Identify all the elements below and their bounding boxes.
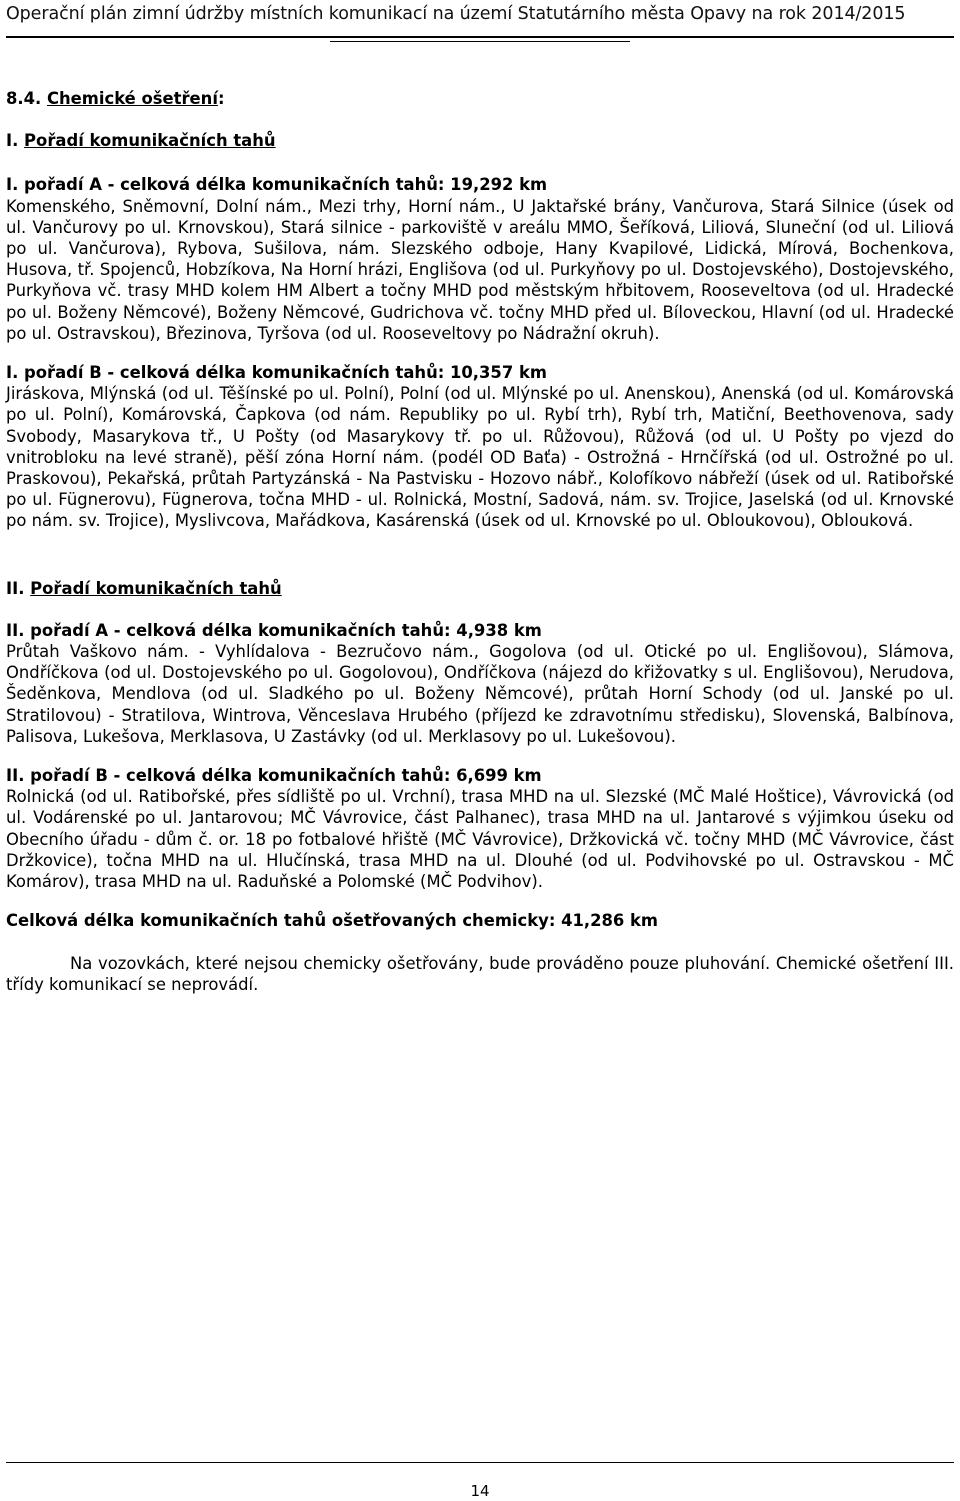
page-number: 14 — [470, 1482, 490, 1500]
part-1b-heading: I. pořadí B - celková délka komunikačních tahů: 10,357 km — [6, 363, 547, 383]
part-1-title: Pořadí komunikačních tahů — [24, 131, 276, 151]
document-body — [6, 88, 954, 995]
part-1-heading — [6, 130, 954, 151]
part-1b-text: Jiráskova, Mlýnská (od ul. Těšínské po ul. Polní), Polní (od ul. Mlýnské po ul. Anenskou), Anenská (od ul. Komárovská po ul. Polní), Komárovská, Čapkova (od nám. Republiky po ul. Rybí trh), Rybí trh, Matiční, Beethovenova, sady Svobody, Masarykova tř., U Pošty (od Masarykovy tř. po ul. Růžovou), Růžová (od ul. U Pošty po vjezd do vnitrobloku na levé straně), pěší zóna Horní nám. (podél OD Baťa) - Ostrožná - Hrnčířská (od ul. Ostrožné po ul. Praskovou), Pekařská, průtah Partyzánská - Na Pastvisku - Hozovo nábř., Kolofíkovo nábřeží (úsek od ul. Ratibořské po ul. Fügnerovu), Fügnerova, točna MHD - ul. Rolnická, Mostní, Sadová, nám. sv. Trojice, Jaselská (od ul. Krnovské po nám. sv. Trojice), Myslivcova, Mařádkova, Kasárenská (úsek od ul. Krnovské po ul. Obloukovou), Oblouková. — [6, 384, 954, 531]
part-2b-heading: II. pořadí B - celková délka komunikačních tahů: 6,699 km — [6, 766, 542, 786]
part-2-heading — [6, 578, 954, 599]
footer-rule — [6, 1462, 954, 1463]
part-1a-heading: I. pořadí A - celková délka komunikačních tahů: 19,292 km — [6, 175, 548, 195]
closing-note: Na vozovkách, které nejsou chemicky ošetřovány, bude prováděno pouze pluhování. Chemické ošetření III. třídy komunikací se neprovádí. — [6, 953, 954, 994]
section-title: Chemické ošetření — [46, 89, 218, 108]
part-2a-heading: II. pořadí A - celková délka komunikačních tahů: 4,938 km — [6, 620, 542, 640]
part-2-numeral: II. — [6, 578, 25, 598]
part-1a-text: Komenského, Sněmovní, Dolní nám., Mezi trhy, Horní nám., U Jaktařské brány, Vančurova, Stará Silnice (úsek od ul. Vančurovy po ul. Krnovskou), Stará silnice - parkoviště v areálu MMO, Šeříková, Liliová, Sluneční (od ul. Liliová po ul. Vančurova), Rybova, Sušilova, nám. Slezského odboje, Hany Kvapilové, Lidická, Mírová, Bochenkova, Husova, tř. Spojenců, Hobzíkova, Na Horní hrázi, Englišova (od ul. Purkyňovy po ul. Dostojevského), Dostojevského, Purkyňova vč. trasy MHD kolem HM Albert a točny MHD pod městským hřbitovem, Rooseveltova (od ul. Hradecké po ul. Boženy Němcové), Boženy Němcové, Gudrichova vč. točny MHD před ul. Bíloveckou, Hlavní (od ul. Hradecké po ul. Ostravskou), Březinova, Tyršova (od ul. Rooseveltovy po Nádražní okruh). — [6, 196, 954, 343]
part-2a-text: Průtah Vaškovo nám. - Vyhlídalova - Bezručovo nám., Gogolova (od ul. Otické po ul. Englišovou), Slámova, Ondříčkova (od ul. Dostojevského po ul. Gogolovou), Ondříčkova (nájezd do křižovatky s ul. Englišovou), Nerudova, Šeděnkova, Mendlova (od ul. Sladkého po ul. Boženy Němcové), průtah Horní Schody (od ul. Janské po ul. Stratilovou) - Stratilova, Wintrova, Věnceslava Hrubého (příjezd ke zdravotnímu středisku), Slovenská, Balbínova, Palisova, Lukešova, Merklasova, U Zastávky (od ul. Merklasovy po ul. Lukešovou). — [6, 642, 954, 746]
total-length: Celková délka komunikačních tahů ošetřovaných chemicky: 41,286 km — [6, 911, 659, 931]
header-rule — [6, 36, 954, 38]
section-number: 8.4. — [6, 89, 42, 108]
part-2b-text: Rolnická (od ul. Ratibořské, přes sídliště po ul. Vrchní), trasa MHD na ul. Slezské (MČ Malé Hoštice), Vávrovická (od ul. Vodárenské po ul. Jantarovou; MČ Vávrovice, část Palhanec), trasa MHD na ul. Jantarové s výjimkou úseku od Obecního úřadu - dům č. or. 18 po fotbalové hřiště (MČ Vávrovice), Držkovická vč. točny MHD (MČ Vávrovice, část Držkovice), točna MHD na ul. Hlučínská, trasa MHD na ul. Dlouhé (od ul. Podvihovské po ul. Ostravskou - MČ Komárov), trasa MHD na ul. Raduňské a Polomské (MČ Podvihov). — [6, 787, 954, 892]
part-2-title: Pořadí komunikačních tahů — [30, 578, 282, 598]
document-header: Operační plán zimní údržby místních komunikací na území Statutárního města Opavy na rok 2014/2015 — [6, 4, 906, 24]
section-heading — [6, 88, 954, 109]
header-rule-secondary — [330, 41, 630, 42]
section-colon: : — [217, 89, 225, 108]
part-1-numeral: I. — [6, 131, 19, 151]
